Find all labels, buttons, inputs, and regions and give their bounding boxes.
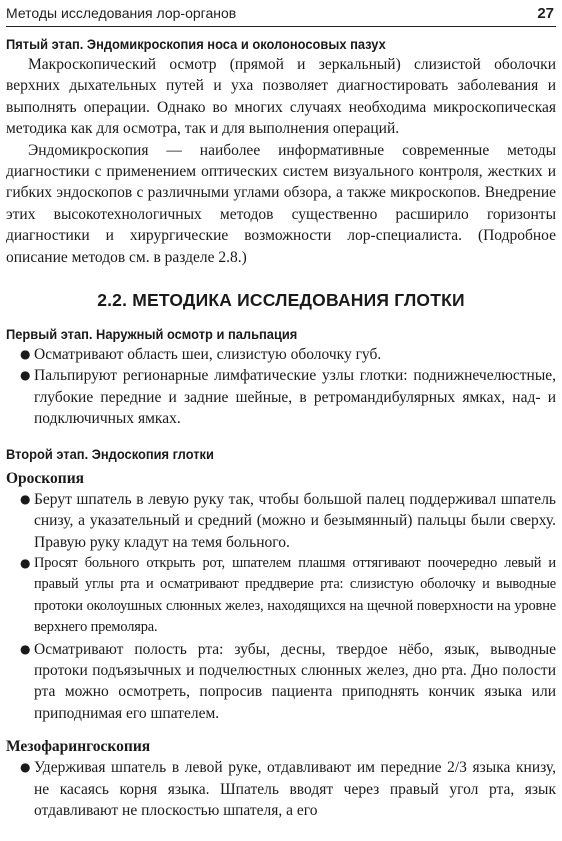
first-step: [6, 324, 556, 430]
page-number: 27: [537, 4, 554, 22]
running-header: [6, 0, 556, 27]
bullet-icon: ●: [20, 491, 31, 506]
bullet-icon: ●: [20, 368, 31, 383]
fifth-step-title: Пятый этап. Эндомикроскопия носа и околоносовых пазух: [6, 36, 386, 52]
oroscopy-title: Ороскопия: [6, 469, 85, 487]
page-content: [6, 34, 556, 821]
list-item: ● Осматривают полость рта: зубы, десны, твердое нёбо, язык, выводные протоки подъязычных и подчелюстных слюнных желез, дно рта. Дно полости рта можно осмотреть, попросив пациента приподнять кончик языка или приподнимая его шпателем.: [20, 640, 556, 722]
bullet-icon: ●: [20, 555, 31, 570]
mesopharyngoscopy-list: [6, 757, 556, 821]
bullet-icon: ●: [20, 760, 31, 775]
running-title: Методы исследования лор-органов: [6, 5, 237, 21]
first-step-list: [6, 344, 556, 430]
list-item: ● Просят больного открыть рот, шпателем плашмя оттягивают поочередно левый и правый углы рта и осматривают преддверие рта: слизистую оболочку и выводные протоки околоушных слюнных желез, находящихся на щечной поверхности на уровне верхнего премоляра.: [20, 554, 556, 636]
second-step: [6, 444, 556, 822]
bullet-icon: ●: [20, 641, 31, 656]
list-item: ● Осматривают область шеи, слизистую оболочку губ.: [6, 344, 556, 365]
section-heading: 2.2. МЕТОДИКА ИССЛЕДОВАНИЯ ГЛОТКИ: [97, 290, 465, 311]
oroscopy-list: [6, 489, 556, 724]
second-step-title: Второй этап. Эндоскопия глотки: [6, 445, 214, 462]
list-item: ● Пальпируют регионарные лимфатические узлы глотки: поднижнечелюстные, глубокие передние и задние шейные, в ретромандибулярных ямках, над- и подключичных ямках.: [20, 367, 556, 428]
paragraph: Эндомикроскопия — наиболее информативные современные методы диагностики с применением оптических систем визуального контроля, жестких и гибких эндоскопов с различными углами обзора, а также микроскопов. Внедрение этих высокотехнологичных методов существенно расширило горизонты диагностики и хирургические возможности лор-специалиста. (Подробное описание методов см. в разделе 2.8.): [6, 141, 556, 266]
first-step-title: Первый этап. Наружный осмотр и пальпация: [6, 326, 298, 343]
list-item: ● Берут шпатель в левую руку так, чтобы большой палец поддерживал шпатель снизу, а указательный и средний (можно и безымянный) пальцы были сверху. Правую руку кладут на темя больного.: [20, 490, 556, 551]
list-item: ● Удерживая шпатель в левой руке, отдавливают им передние 2/3 языка книзу, не касаясь корня языка. Шпатель вводят через правый угол рта, язык отдавливают не плоскостью шпателя, а его: [20, 759, 556, 819]
paragraph: Макроскопический осмотр (прямой и зеркальный) слизистой оболочки верхних дыхательных путей и уха позволяет диагностировать заболевания и выполнять операции. Однако во многих случаях необходима микроскопическая методика как для осмотра, так и для выполнения операций.: [6, 56, 556, 138]
section-fifth-step: [6, 34, 556, 268]
mesopharyngoscopy-title: Мезофарингоскопия: [6, 738, 151, 756]
bullet-icon: ●: [20, 347, 31, 362]
